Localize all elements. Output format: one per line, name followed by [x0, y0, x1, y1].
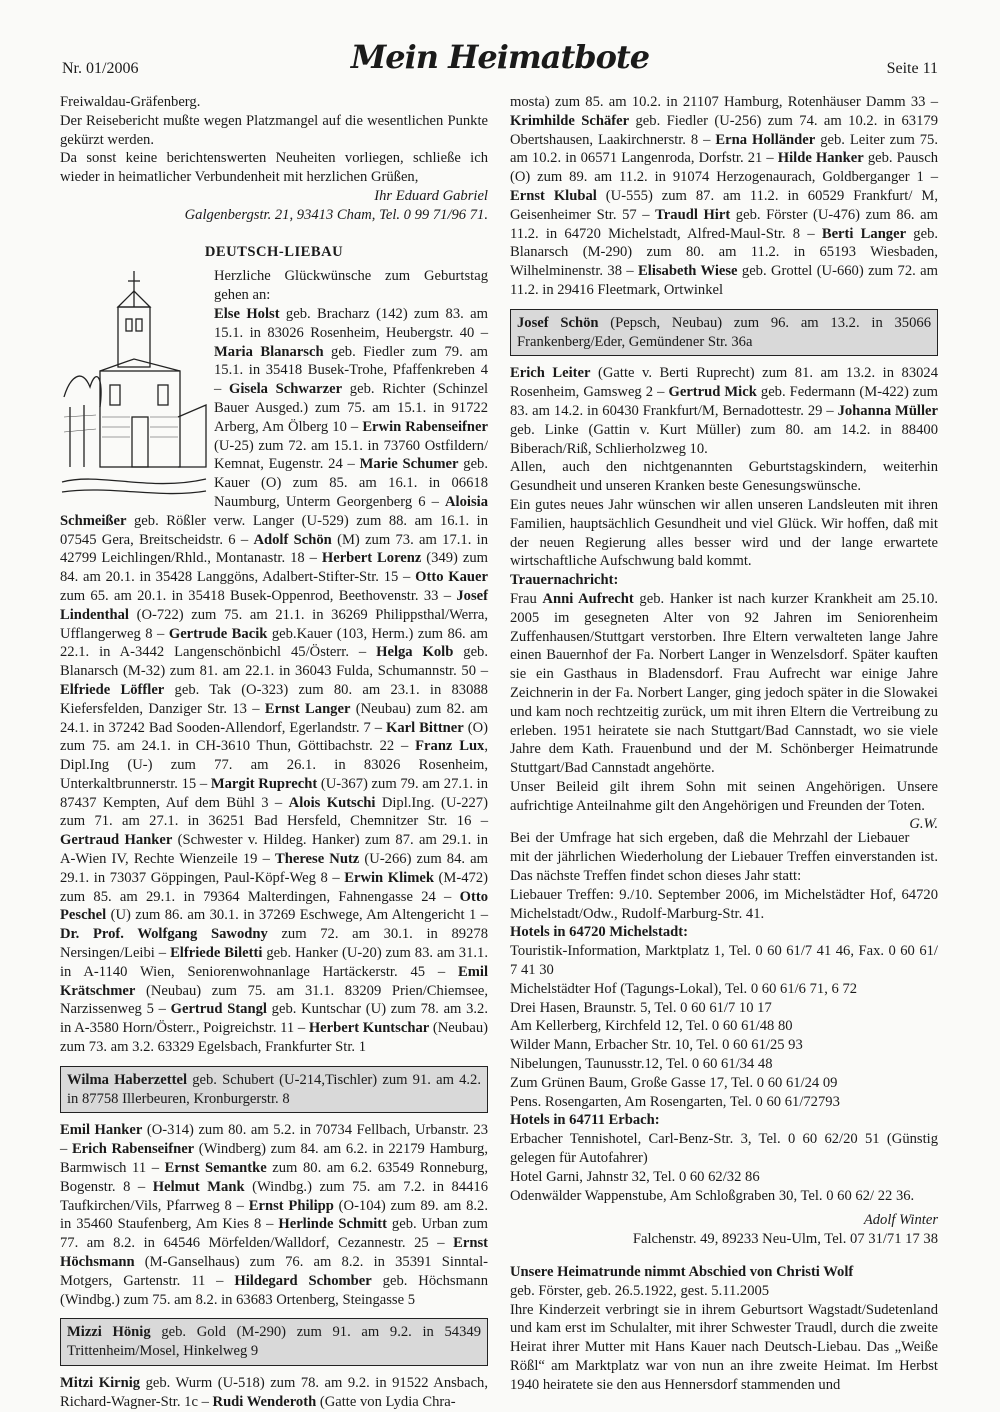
left-column	[60, 93, 488, 1412]
person-name: Helmut Mank	[152, 1178, 245, 1195]
person-name: Herbert Kuntschar	[308, 1020, 430, 1037]
mourning-lead: Frau	[510, 590, 543, 607]
person-name: Herbert Lorenz	[321, 550, 422, 567]
person-details: (Neubau) zum 73. am 3.2. 63329 Egelsbach, Frankfurter Str. 1	[60, 1020, 488, 1056]
person-details: geb. Tak (O-323) zum 80. am 23.1. in 83088 Kiefersfelden, Danziger Str. 13 –	[60, 681, 488, 717]
person-details: (Neubau) zum 75. am 31.1. 83209 Prien/Chiemsee, Narzissenweg 5 –	[60, 982, 488, 1018]
hotel-item: Hotel Garni, Jahnstr 32, Tel. 0 60 62/32 86	[510, 1168, 760, 1185]
hotels-title: Hotels in 64720 Michelstadt:	[510, 924, 688, 941]
birthday-list	[60, 1374, 488, 1412]
birthday-list	[510, 364, 938, 458]
person-details: (Gatte v. Berti Ruprecht) zum 81. am 13.2. in 83024 Rosenheim, Gamsweg 2 –	[510, 365, 939, 401]
box-text: geb. Gold (M-290) zum 91. am 9.2. in 54349 Trittenheim/Mosel, Hinkelweg 9	[67, 1324, 481, 1360]
hotel-item: Nibelungen, Taunusstr.12, Tel. 0 60 61/34 48	[510, 1056, 773, 1073]
mourning-text	[510, 590, 938, 778]
hotel-item: Pens. Rosengarten, Am Rosengarten, Tel. 0 60 61/72793	[510, 1093, 840, 1110]
person-details: (O-314) zum 80. am 5.2. in 70734 Fellbach, Urbanstr. 23 –	[60, 1122, 488, 1158]
wishes-text: Ein gutes neues Jahr wünschen wir allen unseren Landsleuten mit ihren Familien, hauptsächlich Gesundheit und viel Glück. Wir hoffen, daß mit der neuen Regierung alles besser wird und der lange erwartete wirtschaftliche Aufschwung bald kommt.	[510, 496, 938, 570]
intro-line: Der Reisebericht mußte wegen Platzmangel auf die wesentlichen Punkte gekürzt werden.	[60, 112, 488, 148]
signature-address: Galgenbergstr. 21, 93413 Cham, Tel. 0 99 71/96 71.	[184, 206, 488, 223]
person-name: Gisela Schwarzer	[229, 381, 343, 398]
person-name: Erna Holländer	[715, 131, 816, 148]
person-name: Hilde Hanker	[777, 150, 864, 167]
hotel-item: Odenwälder Wappenstube, Am Schloßgraben 30, Tel. 0 60 62/ 22 36.	[510, 1187, 915, 1204]
person-name: Otto Peschel	[60, 888, 488, 924]
person-name: Erich Leiter	[510, 365, 591, 382]
person-name: Adolf Schön	[253, 531, 332, 548]
person-name: Dr. Prof. Wolfgang Sawodny	[60, 926, 268, 943]
person-name: Gertrud Mick	[668, 384, 757, 401]
person-details: geb. Urban zum 77. am 8.2. in 64546 Mörfelden/Walldorf, Cezannestr. 25 –	[60, 1216, 489, 1252]
person-name: Ernst Semantke	[164, 1160, 267, 1177]
person-details: geb. Federmann (M-422) zum 83. am 14.2. in 60430 Frankfurt/M, Bernadottestr. 29 –	[510, 384, 938, 419]
person-details: (U-266) zum 84. am 29.1. in 73037 Göppingen, Paul-Köpf-Weg 8 –	[60, 851, 488, 886]
person-details: geb. Förster (U-476) zum 86. am 11.2. in 64720 Michelstadt, Alfred-Maul-Str. 8 –	[510, 206, 938, 242]
person-details: (Windberg) zum 84. am 6.2. in 22179 Hamburg, Barmwisch 11 –	[60, 1141, 488, 1177]
survey-text: Bei der Umfrage hat sich ergeben, daß die Mehrzahl der Liebauer mit der jährlichen Wiederholung der Liebauer Treffen einverstanden ist. Das nächste Treffen findet schon dieses Jahr statt:	[510, 830, 938, 885]
issue-number: Nr. 01/2006	[62, 60, 139, 77]
hotels-title: Hotels in 64711 Erbach:	[510, 1112, 660, 1129]
meeting-text: Liebauer Treffen: 9./10. September 2006, im Michelstädter Hof, 64720 Michelstadt/Odw., Rudolf-Marburg-Str. 41.	[510, 886, 938, 922]
person-details: zum 80. am 6.2. 63549 Ronneburg, Bogenstr. 8 –	[60, 1160, 489, 1195]
person-name: Aloisia Schmeißer	[60, 493, 488, 529]
person-details: (O-104) zum 89. am 8.2. in 35460 Staufenberg, Am Kies 8 –	[60, 1197, 488, 1233]
masthead-logo: Mein Heimatbote	[350, 38, 650, 76]
person-details: (U) zum 86. am 30.1. in 37269 Eschwege, Am Altengericht 1 –	[106, 907, 488, 924]
person-details: (U-367) zum 79. am 27.1. in 87437 Kempten, Auf dem Bühl 3 –	[60, 775, 488, 811]
person-name: Mitzi Kirnig	[60, 1375, 141, 1391]
person-name: Emil Hanker	[60, 1122, 143, 1139]
person-details: geb. Bracharz (142) zum 83. am 15.1. in 83026 Rosenheim, Heubergstr. 40 –	[214, 305, 488, 341]
person-details: mosta) zum 85. am 10.2. in 21107 Hamburg, Rotenhäuser Damm 33 –	[510, 94, 938, 110]
person-name: Krimhilde Schäfer	[510, 112, 630, 129]
highlight-box	[510, 309, 938, 357]
wishes-text: Allen, auch den nichtgenannten Geburtstagskindern, weiterhin Gesundheit und unseren Kranken beste Genesungswünsche.	[510, 459, 938, 495]
person-name: Maria Blanarsch	[214, 343, 324, 360]
person-name: Ernst Langer	[264, 700, 351, 717]
section-title: DEUTSCH-LIEBAU	[204, 243, 344, 260]
person-details: (U-25) zum 72. am 15.1. in 73760 Ostfildern/ Kemnat, Eugenstr. 24 –	[214, 437, 488, 473]
person-details: geb. Blanarsch (M-290) zum 80. am 11.2. in 65193 Wiesbaden, Wilhelminenstr. 38 –	[510, 225, 939, 280]
person-name: Alois Kutschi	[288, 794, 376, 811]
signature-address: Falchenstr. 49, 89233 Neu-Ulm, Tel. 07 31/71 17 38	[632, 1231, 938, 1248]
person-name: Elisabeth Wiese	[638, 263, 738, 280]
person-name: Marie Schumer	[359, 456, 459, 473]
person-details: geb. Hanker (U-20) zum 83. am 31.1. in A-1140 Wien, Seniorenwohnanlage Hartäckerstr. 45 –	[60, 945, 488, 980]
person-name: Elfriede Biletti	[170, 945, 263, 962]
intro-line: Freiwaldau-Gräfenberg.	[60, 94, 201, 110]
person-details: (Windbg.) zum 75. am 7.2. in 84416 Taufkirchen/Vils, Pfarrweg 8 –	[60, 1178, 489, 1214]
person-details: geb. Linke (Gattin v. Kurt Müller) zum 80. am 14.2. in 88400 Biberach/Riß, Schlierholzweg 10.	[510, 421, 938, 457]
person-name: Franz Lux	[415, 738, 485, 755]
person-details: (O) zum 75. am 24.1. in CH-3610 Thun, Göttibachstr. 22 –	[60, 719, 488, 755]
condolence-text: Unser Beileid gilt ihrem Sohn mit seinen Angehörigen. Unsere aufrichtige Anteilnahme gilt den Angehörigen und Freunden der Toten.	[510, 778, 938, 814]
farewell-title: Unsere Heimatrunde nimmt Abschied von Christi Wolf	[510, 1264, 854, 1281]
box-name: Mizzi Hönig	[67, 1324, 151, 1341]
person-details: , Dipl.Ing (U-) zum 77. am 26.1. in 83026 Rosenheim, Unterkaltbrunnerstr. 15 –	[60, 738, 489, 792]
person-name: Ernst Höchsmann	[60, 1235, 488, 1271]
person-name: Hildegard Schomber	[234, 1272, 372, 1289]
mourning-body: geb. Hanker ist nach kurzer Krankheit am 25.10. 2005 im gesegneten Alter von 92 Jahren im Seniorenheim Zuffenhausen/Stuttgart verstorben. Ihre Eltern verwalteten lange Jahre einen Bauernhof der Fa. Norbert Langer in Wenzelsdorf. Später kauften sie ein Gasthaus in Bladensdorf. Frau Aufrecht war einige Jahre Zeichnerin in der Fa. Norbert Langer, ging jedoch später in die Slowakei und kam noch rechtzeitig zurück, um mit ihren Eltern die Vertreibung zu erleben. 1951 heiratete sie nach Stuttgart/Bad Cannstadt, wo sie viele Jahre dem Kath. Frauenbund und der M. Schönberger Heimatrunde Stuttgart/Bad Cannstadt angehörte.	[510, 590, 938, 777]
birthday-greeting: Herzliche Glückwünsche zum Geburtstag gehen an:	[214, 268, 488, 304]
person-details: geb. Kauer (O) zum 85. am 16.1. in 06618 Naumburg, Unterm Georgenberg 6 –	[214, 456, 489, 510]
person-details: (Schwester v. Hildeg. Hanker) zum 87. am 29.1. in A-Wien IV, Rechte Wienzeile 19 –	[60, 832, 488, 868]
highlight-box	[60, 1318, 488, 1366]
person-name: Berti Langer	[821, 225, 907, 242]
hotel-item: Touristik-Information, Marktplatz 1, Tel. 0 60 61/7 41 46, Fax. 0 60 61/ 7 41 30	[510, 943, 938, 979]
person-details: geb. Blanarsch (M-32) zum 81. am 22.1. in 36043 Fulda, Schumannstr. 50 –	[60, 644, 488, 680]
mourning-name: Anni Aufrecht	[542, 590, 634, 607]
person-name: Elfriede Löffler	[60, 681, 165, 698]
person-name: Ernst Philipp	[248, 1197, 334, 1214]
person-details: geb. Richter (Schinzel Bauer Ausged.) zum 75. am 15.1. in 91722 Arberg, Am Ölberg 10 –	[214, 381, 488, 435]
person-name: Ernst Klubal	[510, 187, 597, 204]
page-number: Seite 11	[886, 60, 938, 77]
person-name: Margit Ruprecht	[210, 775, 318, 792]
farewell-text: Ihre Kinderzeit verbringt sie in ihrem Geburtsort Wagstadt/Sudetenland und kam erst im Schulalter, mit ihrer Schwester Traudl, durch die zweite Heirat ihrer Mutter mit Hans Kauer nach Deutsch-Liebau. Das „Weiße Rößl“ am Marktplatz war von nun an ihre zweite Heimat. Im Herbst 1940 heiratete sie den aus Hennersdorf stammenden und	[510, 1301, 938, 1393]
person-details: geb. Pausch (O) zum 89. am 11.2. in 91074 Herzogenaurach, Goldberganger 1 –	[510, 150, 938, 186]
person-name: Erwin Klimek	[344, 869, 434, 886]
hotel-list	[510, 942, 938, 1111]
person-name: Gertrud Stangl	[170, 1001, 267, 1018]
person-details: geb. Kuntschar (U) zum 78. am 3.2. in A-3580 Horn/Österr., Poigreichstr. 11 –	[60, 1001, 489, 1037]
farewell-dates: geb. Förster, geb. 26.5.1922, gest. 5.11.2005	[510, 1282, 770, 1299]
person-details: geb. Höchsmann (Windbg.) zum 75. am 8.2. in 63683 Ortenberg, Steingasse 5	[60, 1272, 488, 1308]
mourning-sign: G.W.	[909, 816, 938, 833]
person-details: (O-722) zum 75. am 21.1. in 36269 Philippsthal/Werra, Ufflangerweg 8 –	[60, 606, 488, 642]
person-details: geb. Rößler verw. Langer (U-529) zum 88. am 16.1. in 07545 Gera, Breitscheidstr. 6 –	[60, 512, 488, 548]
hotel-item: Michelstädter Hof (Tagungs-Lokal), Tel. 0 60 61/6 71, 6 72	[510, 980, 858, 997]
hotel-item: Zum Grünen Baum, Große Gasse 17, Tel. 0 60 61/24 09	[510, 1074, 838, 1091]
person-details: geb. Fiedler zum 79. am 15.1. in 35418 Busek-Trohe, Pfaffenkreben 4 –	[214, 343, 488, 398]
hotel-item: Drei Hasen, Braunstr. 5, Tel. 0 60 61/7 10 17	[510, 999, 772, 1016]
person-name: Josef Lindenthal	[60, 587, 488, 623]
person-details: (M-Ganselhaus) zum 76. am 8.2. in 35391 Sinntal-Motgers, Gartenstr. 11 –	[60, 1254, 488, 1289]
person-details: zum 72. am 30.1. in 89278 Nersingen/Leibi –	[60, 926, 488, 962]
person-details: zum 65. am 20.1. in 35418 Busek-Oppenrod, Beethovenstr. 33 –	[60, 587, 457, 604]
person-details: (Neubau) zum 82. am 24.1. in 37242 Bad Sooden-Allendorf, Egerlandstr. 7 –	[60, 700, 488, 736]
person-details: (Gatte von Lydia Chra-	[316, 1393, 456, 1410]
person-name: Rudi Wenderoth	[212, 1393, 317, 1410]
person-name: Traudl Hirt	[655, 206, 731, 223]
signature: Ihr Eduard Gabriel	[374, 187, 488, 204]
person-details: (M-472) zum 85. am 29.1. in 79364 Malterdingen, Fahnengasse 24 –	[60, 869, 488, 905]
person-details: geb. Wurm (U-518) zum 78. am 9.2. in 91522 Ansbach, Richard-Wagner-Str. 1c –	[60, 1375, 488, 1410]
right-column	[510, 93, 938, 1395]
box-name: Wilma Haberzettel	[67, 1071, 188, 1088]
highlight-box	[60, 1066, 488, 1114]
person-name: Therese Nutz	[275, 851, 360, 868]
person-name: Gertraud Hanker	[60, 832, 173, 849]
signature: Adolf Winter	[863, 1212, 938, 1229]
person-name: Gertrude Bacik	[168, 625, 268, 642]
box-text: geb. Schubert (U-214,Tischler) zum 91. am 4.2. in 87758 Illerbeuren, Kronburgerstr. 8	[67, 1071, 481, 1107]
church-illustration-icon	[60, 267, 208, 499]
person-details: (M) zum 73. am 17.1. in 42799 Leichlingen/Rhld., Montanastr. 18 –	[60, 531, 489, 567]
person-details: Dipl.Ing. (U-227) zum 71. am 27.1. in 36251 Bad Hersfeld, Chemnitzer Str. 16 –	[60, 794, 488, 830]
person-name: Helga Kolb	[376, 644, 454, 661]
box-text: (Pepsch, Neubau) zum 96. am 13.2. in 35066 Frankenberg/Eder, Gemündener Str. 36a	[517, 314, 931, 350]
person-name: Karl Bittner	[386, 719, 464, 736]
person-details: geb. Fiedler (U-256) zum 74. am 10.2. in 63179 Obertshausen, Laakirchnerstr. 8 –	[510, 112, 938, 148]
person-details: geb. Grottel (U-660) zum 72. am 11.2. in 29416 Fleetmark, Ortwinkel	[510, 263, 938, 298]
hotel-item: Erbacher Tennishotel, Carl-Benz-Str. 3, Tel. 0 60 62/20 51 (Günstig gelegen für Autofahrer)	[510, 1131, 938, 1167]
hotel-item: Wilder Mann, Erbacher Str. 10, Tel. 0 60 61/25 93	[510, 1037, 803, 1054]
person-name: Otto Kauer	[415, 569, 488, 586]
person-name: Erwin Rabenseifner	[362, 418, 488, 435]
birthday-list	[510, 93, 938, 300]
box-name: Josef Schön	[517, 314, 599, 331]
person-name: Johanna Müller	[837, 402, 938, 419]
intro-line: Da sonst keine berichtenswerten Neuheiten vorliegen, schließe ich wieder in heimatlicher Verbundenheit mit herzlichen Grüßen,	[60, 150, 488, 186]
person-details: (U-555) zum 87. am 11.2. in 60529 Frankfurt/ M, Geisenheimer Str. 57 –	[510, 187, 938, 223]
mourning-title: Trauernachricht:	[510, 572, 619, 589]
person-details: geb. Leiter zum 75. am 10.2. in 06571 Langenroda, Dorfstr. 21 –	[510, 131, 938, 167]
person-name: Herlinde Schmitt	[278, 1216, 388, 1233]
person-name: Emil Krätschmer	[60, 963, 488, 999]
person-details: (349) zum 84. am 20.1. in 35428 Langgöns, Adalbert-Stifter-Str. 15 –	[60, 550, 488, 586]
hotel-item: Am Kellerberg, Kirchfeld 12, Tel. 0 60 61/48 80	[510, 1018, 793, 1035]
person-name: Erich Rabenseifner	[71, 1141, 195, 1158]
mourning-condolence	[510, 778, 938, 833]
person-details: geb.Kauer (103, Herm.) zum 86. am 22.1. in A-3442 Langenschönbichl 45/Österr. –	[60, 625, 489, 661]
person-name: Else Holst	[214, 305, 280, 322]
hotel-list	[510, 1130, 938, 1205]
birthday-list	[60, 1121, 488, 1309]
